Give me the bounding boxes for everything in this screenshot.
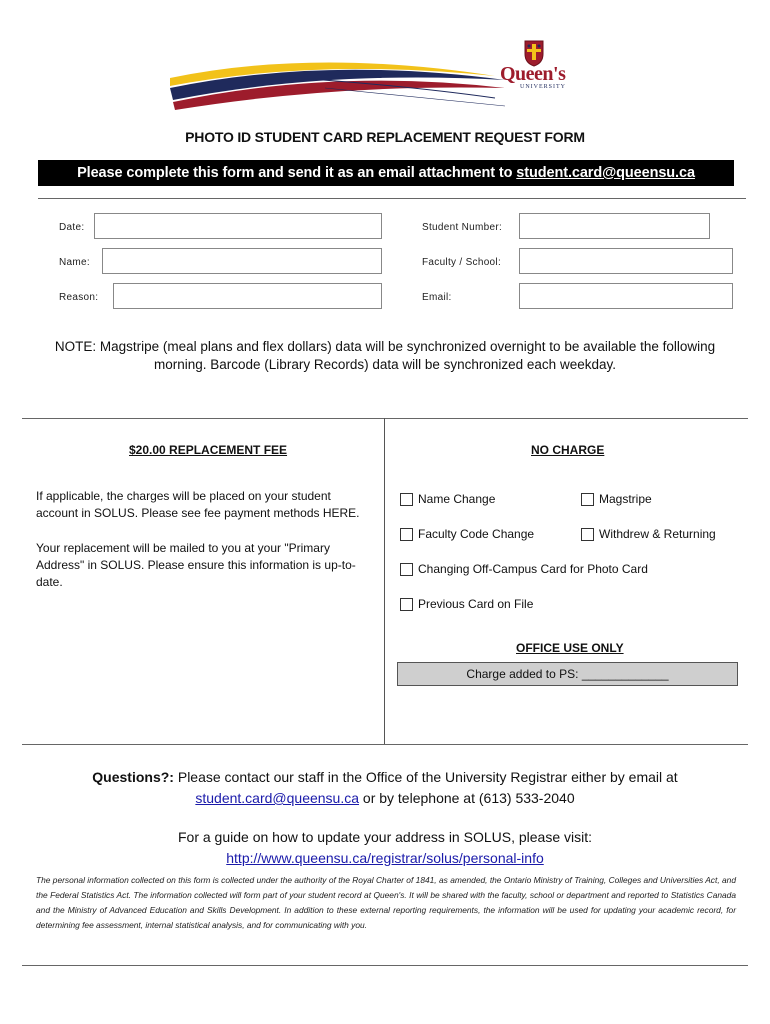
reason-input[interactable] bbox=[113, 283, 382, 309]
questions-text: Please contact our staff in the Office of the University Registrar either by email at bbox=[173, 769, 678, 785]
previous-card-label: Previous Card on File bbox=[418, 597, 534, 611]
withdrew-returning-label: Withdrew & Returning bbox=[599, 527, 716, 541]
fee-paragraph-1: If applicable, the charges will be placed on your student account in SOLUS. Please see fee payment methods HERE. bbox=[36, 489, 360, 520]
privacy-notice: The personal information collected on this form is collected under the authority of the Royal Charter of 1841, as amended, the Ontario Ministry of Training, Colleges and Universities Act, and the Federal Statistics Act. The information collected will form part of your student record at Queen's. It will be shared with the faculty, school or department and reported to Statistics Canada and the Ministry of Advanced Education and Skills Development. In addition to these external reporting requirements, the information will be used for updating your academic record, for determining fee assessment, internal statistical analysis, and for communicating with you. bbox=[36, 875, 736, 930]
table-column-divider bbox=[384, 418, 385, 744]
name-label: Name: bbox=[59, 257, 90, 268]
faculty-input[interactable] bbox=[519, 248, 733, 274]
fee-paragraph-2: Your replacement will be mailed to you at your "Primary Address" in SOLUS. Please ensure this information is up-to-date. bbox=[36, 541, 356, 589]
guide-block bbox=[0, 827, 770, 869]
name-change-checkbox[interactable] bbox=[400, 493, 413, 506]
withdrew-returning-checkbox[interactable] bbox=[581, 528, 594, 541]
divider bbox=[38, 198, 746, 199]
office-use-header: OFFICE USE ONLY bbox=[516, 641, 624, 655]
faculty-label: Faculty / School: bbox=[422, 257, 502, 268]
faculty-code-change-checkbox[interactable] bbox=[400, 528, 413, 541]
name-change-label: Name Change bbox=[418, 492, 496, 506]
form-title: PHOTO ID STUDENT CARD REPLACEMENT REQUEST FORM bbox=[185, 129, 585, 145]
fee-header: $20.00 REPLACEMENT FEE bbox=[129, 443, 288, 457]
instruction-banner bbox=[38, 160, 734, 186]
faculty-code-change-label: Faculty Code Change bbox=[418, 527, 535, 541]
reason-label: Reason: bbox=[59, 292, 99, 303]
questions-block bbox=[0, 767, 770, 809]
guide-text: For a guide on how to update your address in SOLUS, please visit: bbox=[177, 829, 592, 845]
previous-card-checkbox[interactable] bbox=[400, 598, 413, 611]
magstripe-checkbox[interactable] bbox=[581, 493, 594, 506]
date-label: Date: bbox=[59, 222, 85, 233]
table-bottom-border bbox=[22, 744, 748, 745]
logo-subtitle: UNIVERSITY bbox=[520, 84, 566, 90]
sync-note: NOTE: Magstripe (meal plans and flex dollars) data will be synchronized overnight to be available the following morning. Barcode (Library Records) data will be synchronized each weekday. bbox=[54, 339, 716, 372]
student-number-input[interactable] bbox=[519, 213, 710, 239]
banner-email-link[interactable]: student.card@queensu.ca bbox=[516, 165, 695, 181]
off-campus-card-label: Changing Off-Campus Card for Photo Card bbox=[418, 562, 648, 576]
table-top-border bbox=[22, 418, 748, 419]
date-input[interactable] bbox=[94, 213, 382, 239]
questions-phone-text: or by telephone at (613) 533-2040 bbox=[359, 790, 575, 806]
email-label: Email: bbox=[422, 292, 452, 303]
email-input[interactable] bbox=[519, 283, 733, 309]
logo-wordmark: Queen's bbox=[500, 63, 566, 85]
footer-divider bbox=[22, 965, 748, 966]
banner-text: Please complete this form and send it as an email attachment to bbox=[77, 165, 517, 181]
questions-lead: Questions?: bbox=[92, 769, 174, 785]
no-charge-header: NO CHARGE bbox=[531, 443, 605, 457]
name-input[interactable] bbox=[102, 248, 382, 274]
questions-email-link[interactable]: student.card@queensu.ca bbox=[195, 790, 360, 806]
office-charge-box: Charge added to PS: _____________ bbox=[397, 662, 738, 686]
student-number-label: Student Number: bbox=[422, 222, 503, 233]
guide-url-link[interactable]: http://www.queensu.ca/registrar/solus/personal-info bbox=[226, 850, 544, 866]
off-campus-card-checkbox[interactable] bbox=[400, 563, 413, 576]
magstripe-label: Magstripe bbox=[599, 492, 652, 506]
